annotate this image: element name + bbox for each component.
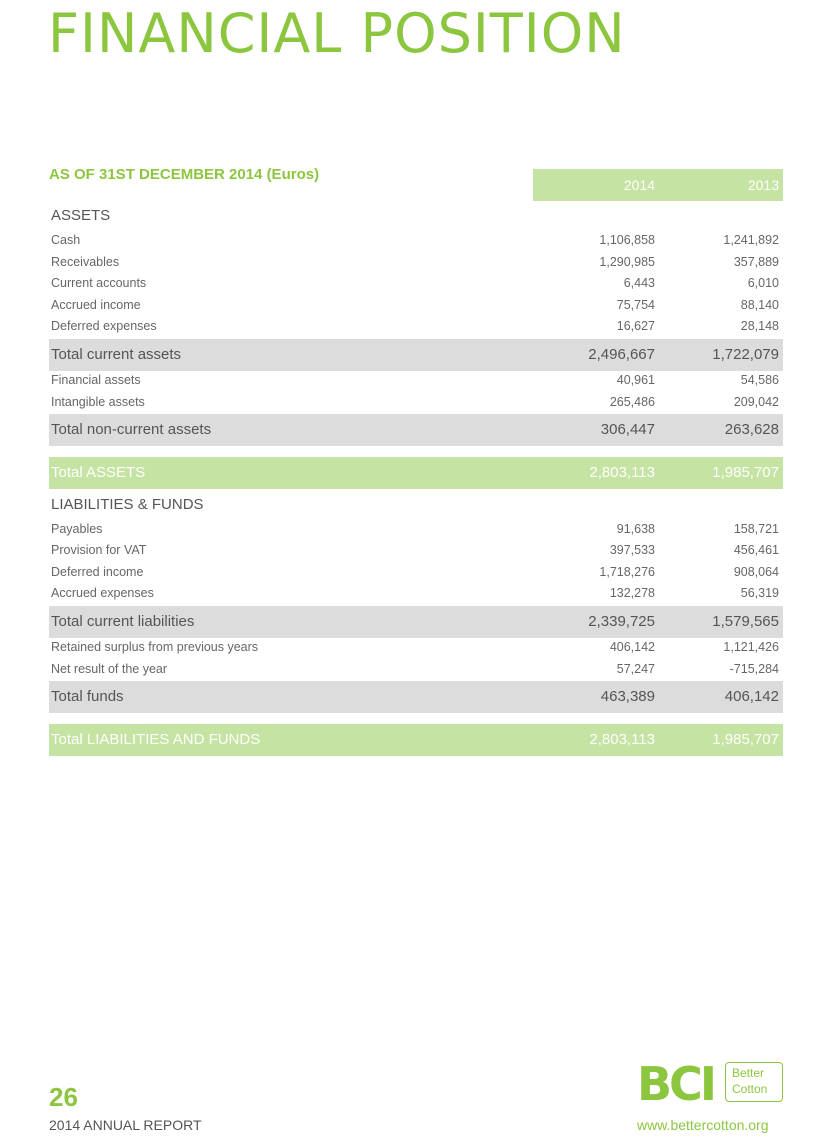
table-row: Deferred expenses 16,627 28,148 — [51, 319, 779, 333]
logo-line-1: Better — [732, 1066, 765, 1080]
table-row: Financial assets 40,961 54,586 — [51, 373, 779, 387]
assets-heading: ASSETS — [51, 207, 111, 224]
table-row: Net result of the year 57,247 -715,284 — [51, 662, 779, 676]
report-label: 2014 ANNUAL REPORT — [49, 1117, 202, 1133]
website-link[interactable]: www.bettercotton.org — [637, 1117, 769, 1133]
table-row: Retained surplus from previous years 406,142 1,121,426 — [51, 640, 779, 654]
table-row: Accrued income 75,754 88,140 — [51, 298, 779, 312]
page-title: FINANCIAL POSITION — [48, 2, 626, 65]
table-row: Provision for VAT 397,533 456,461 — [51, 543, 779, 557]
page-number: 26 — [49, 1082, 78, 1112]
column-2014-header: 2014 — [623, 177, 655, 193]
logo-wordmark-box — [725, 1062, 783, 1102]
total-current-assets-row: Total current assets 2,496,667 1,722,079 — [49, 339, 783, 371]
logo-mark: BCI — [637, 1057, 714, 1111]
table-row: Receivables 1,290,985 357,889 — [51, 255, 779, 269]
bci-logo — [637, 1058, 787, 1110]
column-2013-header: 2013 — [747, 177, 779, 193]
liabilities-heading: LIABILITIES & FUNDS — [51, 496, 204, 513]
table-row: Current accounts 6,443 6,010 — [51, 276, 779, 290]
table-row: Accrued expenses 132,278 56,319 — [51, 586, 779, 600]
table-row: Payables 91,638 158,721 — [51, 522, 779, 536]
table-row: Intangible assets 265,486 209,042 — [51, 395, 779, 409]
statement-date-subtitle: AS OF 31ST DECEMBER 2014 (Euros) — [49, 166, 320, 183]
total-noncurrent-assets-row: Total non-current assets 306,447 263,628 — [49, 414, 783, 446]
total-liabilities-funds-row: Total LIABILITIES AND FUNDS 2,803,113 1,985,707 — [49, 724, 783, 756]
year-column-header — [533, 169, 783, 201]
logo-line-2: Cotton — [732, 1082, 768, 1096]
table-row: Cash 1,106,858 1,241,892 — [51, 233, 779, 247]
table-row: Deferred income 1,718,276 908,064 — [51, 565, 779, 579]
total-funds-row: Total funds 463,389 406,142 — [49, 681, 783, 713]
total-assets-row: Total ASSETS 2,803,113 1,985,707 — [49, 457, 783, 489]
total-current-liabilities-row: Total current liabilities 2,339,725 1,579,565 — [49, 606, 783, 638]
